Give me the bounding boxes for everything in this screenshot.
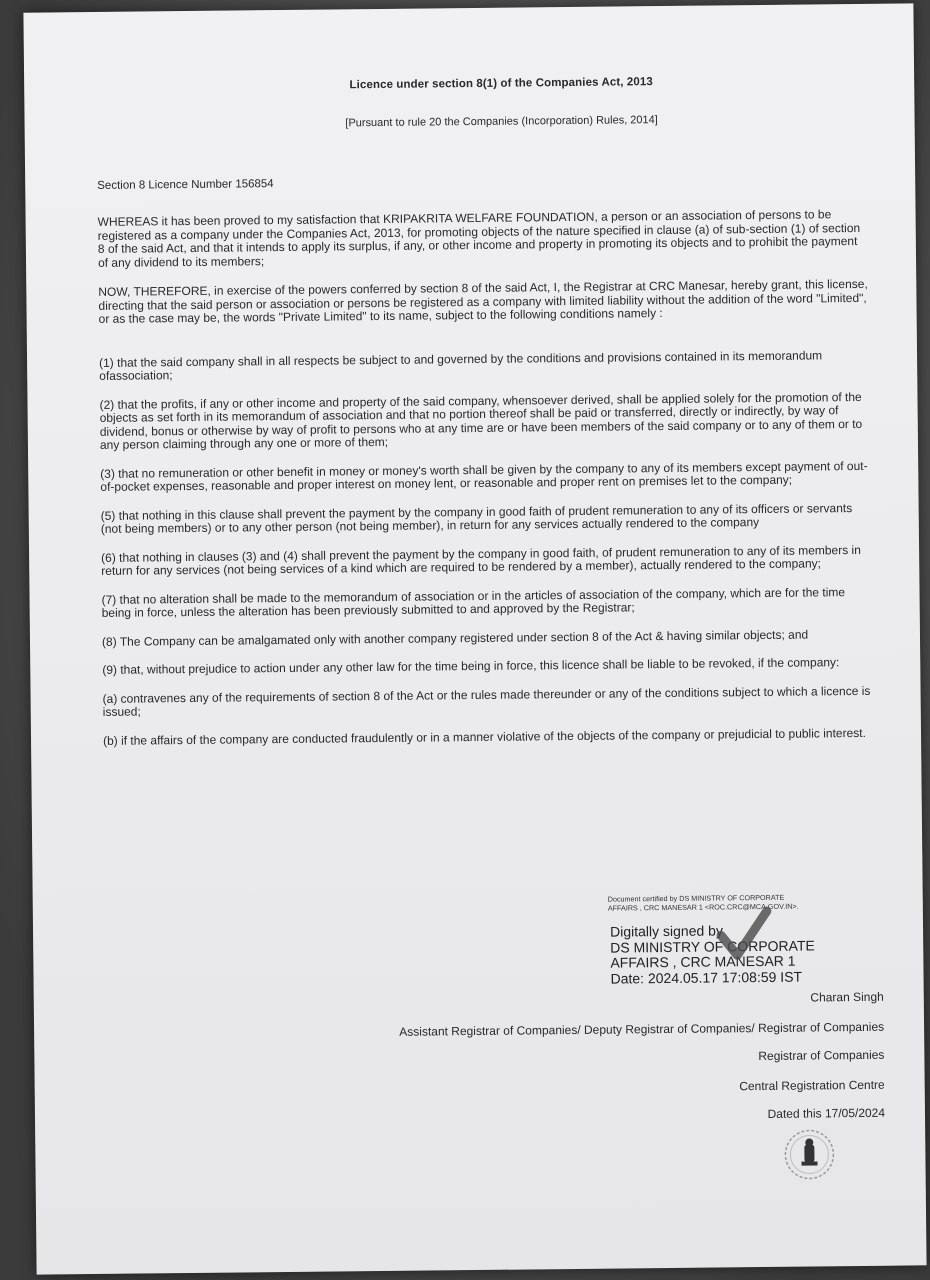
- document-title: Licence under section 8(1) of the Companies Act, 2013: [349, 76, 653, 92]
- clause-8: (8) The Company can be amalgamated only with another company registered under section 8 of the Act & having similar objects; and: [101, 627, 809, 649]
- digital-signature-line-2: DS MINISTRY OF CORPORATE: [610, 936, 815, 956]
- whereas-paragraph: WHEREAS it has been proved to my satisfaction that KRIPAKRITA WELFARE FOUNDATION, a person or an association of persons to be registered as a company under the Companies Act, 2013, for promoting objects of the nature specified in clause (a) of sub-section (1) of section 8 of the said Act, and that it intends to apply its surplus, if any, or other income and property in promoting its objects and to prohibit the payment of any dividend to its members;: [97, 207, 861, 270]
- licence-number: Section 8 Licence Number 156854: [97, 178, 274, 192]
- clause-6: (6) that nothing in clauses (3) and (4) shall prevent the payment by the company in good faith, of prudent remuneration to any of its members in return for any services (not being services of a kind which are required to be rendered by a member), actually rendered to the company;: [101, 542, 861, 578]
- office-crc: Central Registration Centre: [739, 1077, 885, 1094]
- certification-line-1: Document certified by DS MINISTRY OF CORPORATE: [607, 892, 785, 904]
- clause-3: (3) that no remuneration or other benefit in money or money's worth shall be given by the company to any of its members except payment of out-of-pocket expenses, reasonable and proper interest on money lent, or reasonable and proper rent on premises let to the company;: [100, 458, 868, 494]
- certification-line-2: AFFAIRS , CRC MANESAR 1 <ROC.CRC@MCA.GOV.IN>.: [607, 901, 799, 913]
- clause-2: (2) that the profits, if any or other income and property of the said company, whensoever derived, shall be applied solely for the promotion of the objects as set forth in its memorandum of association and that no portion thereof shall be paid or transferred, directly or indirectly, by way of dividend, bonus or otherwise by way of profit to persons who at any time are or have been members of the said company or to any of them or to any person claiming through any one or more of them;: [99, 389, 863, 452]
- digital-signature-line-3: AFFAIRS , CRC MANESAR 1: [610, 952, 796, 971]
- now-therefore-paragraph: NOW, THEREFORE, in exercise of the powers conferred by section 8 of the said Act, I, the Registrar at CRC Manesar, hereby grant, this license, directing that the said person or association or persons be registered as a company with limited liability without the addition of the word "Limited", or as the case may be, the words "Private Limited" to its name, subject to the following conditions namely :: [98, 276, 868, 326]
- checkmark-icon: [713, 905, 774, 966]
- dated-line: Dated this 17/05/2024: [767, 1105, 886, 1121]
- clause-1: (1) that the said company shall in all respects be subject to and governed by the conditions and provisions contained in its memorandum ofassociation;: [99, 347, 823, 383]
- document-subtitle: [Pursuant to rule 20 the Companies (Incorporation) Rules, 2014]: [345, 114, 658, 130]
- state-emblem-icon: [779, 1124, 840, 1185]
- clause-7: (7) that no alteration shall be made to the memorandum of association or in the articles of association of the company, which are for the time being in force, unless the alteration has been previously submitted to and approved by the Registrar;: [101, 584, 846, 620]
- clause-9a: (a) contravenes any of the requirements of section 8 of the Act or the rules made thereunder or any of the conditions subject to which a licence is issued;: [102, 683, 871, 719]
- digital-signature-line-1: Digitally signed by: [609, 922, 723, 940]
- document-body: [96, 74, 873, 763]
- digital-signature-line-4: Date: 2024.05.17 17:08:59 IST: [610, 968, 803, 987]
- clause-9: (9) that, without prejudice to action under any other law for the time being in force, this licence shall be liable to be revoked, if the company:: [102, 655, 840, 677]
- office-registrar: Registrar of Companies: [758, 1047, 885, 1064]
- signatory-designation: Assistant Registrar of Companies/ Deputy Registrar of Companies/ Registrar of Companies: [399, 1019, 885, 1039]
- clause-5: (5) that nothing in this clause shall prevent the payment by the company in good faith of prudent remuneration to any of its officers or servants (not being members) or to any other person (not being member), in return for any services actually rendered to the company: [100, 500, 853, 536]
- document-sheet: [23, 3, 926, 1274]
- signatory-name: Charan Singh: [810, 989, 884, 1005]
- clause-9b: (b) if the affairs of the company are conducted fraudulently or in a manner violative of the objects of the company or prejudicial to public interest.: [102, 725, 866, 748]
